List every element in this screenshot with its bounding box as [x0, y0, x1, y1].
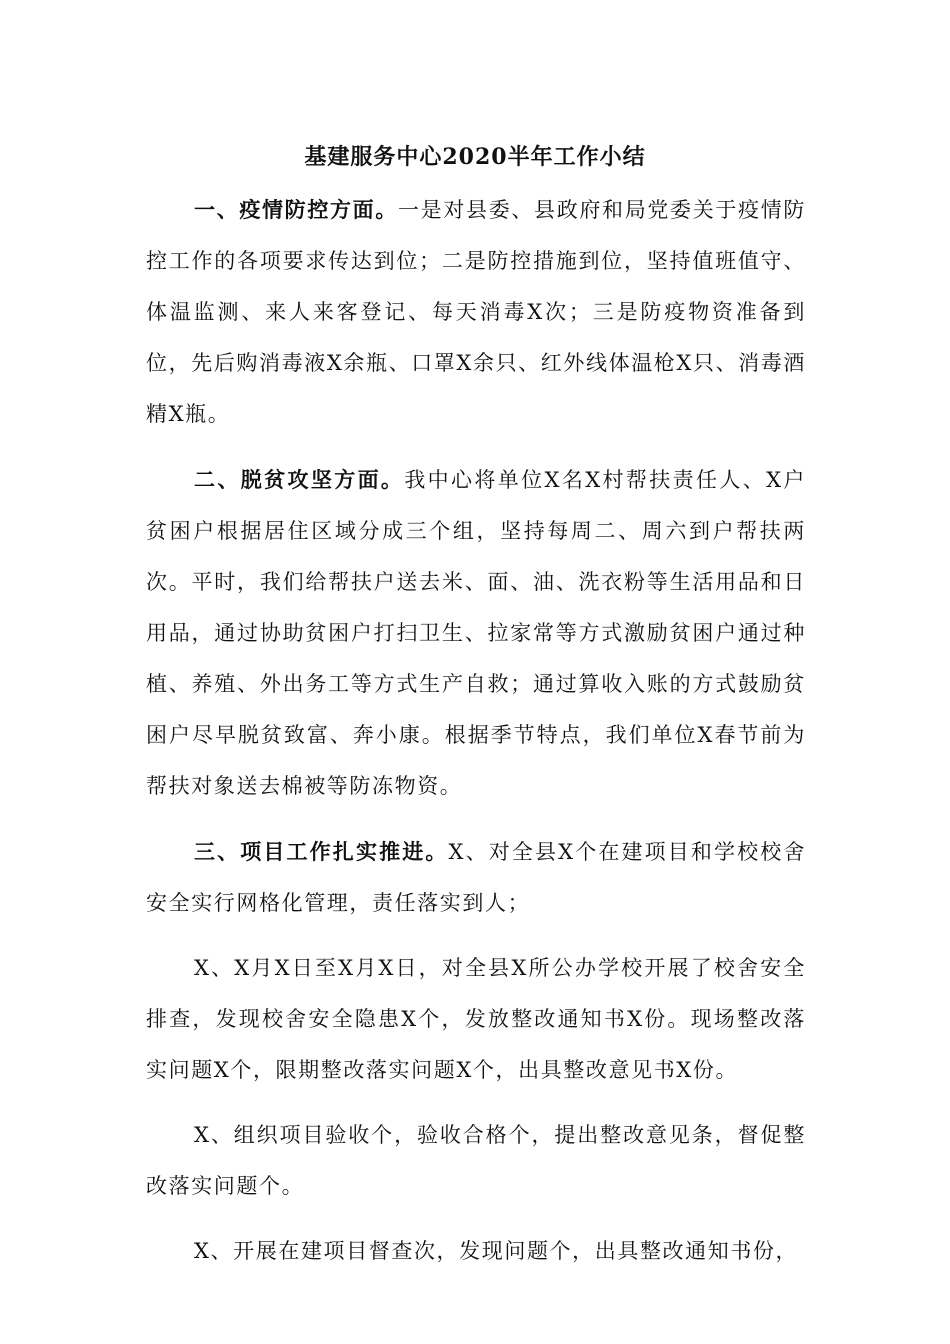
paragraph-heading: 二、脱贫攻坚方面。: [194, 467, 405, 492]
paragraph-text: 一是对县委、县政府和局党委关于疫情防控工作的各项要求传达到位；二是防控措施到位，坚持值班值守、体温监测、来人来客登记、每天消毒X次；三是防疫物资准备到位，先后购消毒液X余瓶、口罩X余只、红外线体温枪X只、消毒酒精X瓶。: [146, 198, 806, 426]
paragraph-text: X、对全县X个在建项目和学校校舍安全实行网格化管理，责任落实到人；: [146, 840, 806, 915]
document-body: [146, 184, 806, 1291]
paragraph-school-inspection: [146, 943, 806, 1096]
paragraph-epidemic-control: [146, 184, 806, 440]
paragraph-poverty-alleviation: [146, 454, 806, 812]
paragraph-project-acceptance: [146, 1110, 806, 1212]
paragraph-text: X、X月X日至X月X日，对全县X所公办学校开展了校舍安全排查，发现校舍安全隐患X个，发放整改通知书X份。现场整改落实问题X个，限期整改落实问题X个，出具整改意见书X份。: [146, 956, 806, 1082]
paragraph-text: X、开展在建项目督查次，发现问题个，出具整改通知书份，: [194, 1239, 799, 1263]
document-title: 基建服务中心2020半年工作小结: [304, 144, 646, 170]
paragraph-project-work: [146, 826, 806, 929]
paragraph-heading: 一、疫情防控方面。: [194, 197, 399, 222]
paragraph-text: X、组织项目验收个，验收合格个，提出整改意见条，督促整改落实问题个。: [146, 1123, 806, 1198]
paragraph-heading: 三、项目工作扎实推进。: [194, 839, 449, 864]
paragraph-project-supervision: [146, 1226, 806, 1277]
paragraph-text: 我中心将单位X名X村帮扶责任人、X户贫困户根据居住区域分成三个组，坚持每周二、周六到户帮扶两次。平时，我们给帮扶户送去米、面、油、洗衣粉等生活用品和日用品，通过协助贫困户打扫卫生、拉家常等方式激励贫困户通过种植、养殖、外出务工等方式生产自救；通过算收入账的方式鼓励贫困户尽早脱贫致富、奔小康。根据季节特点，我们单位X春节前为帮扶对象送去棉被等防冻物资。: [146, 468, 806, 798]
